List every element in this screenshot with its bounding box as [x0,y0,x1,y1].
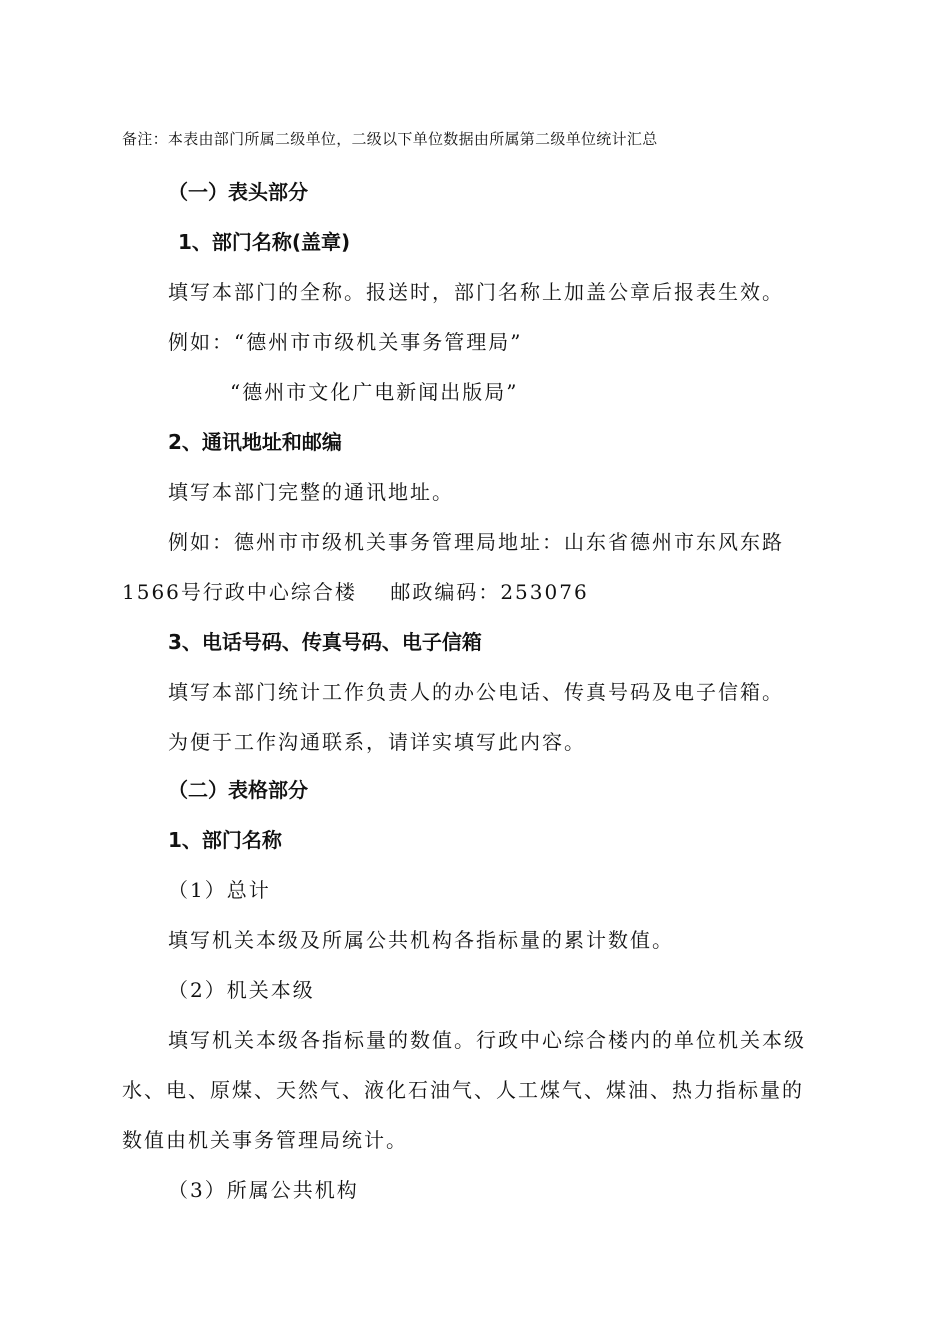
paragraph-department-name: 填写本部门的全称。报送时，部门名称上加盖公章后报表生效。 [168,280,784,304]
remark-note: 备注：本表由部门所属二级单位，二级以下单位数据由所属第二级单位统计汇总 [122,130,658,148]
sub-heading-total: （1）总计 [168,878,271,902]
paragraph-total: 填写机关本级及所属公共机构各指标量的累计数值。 [168,928,674,952]
paragraph-agency-level-2: 水、电、原煤、天然气、液化石油气、人工煤气、煤油、热力指标量的 [122,1078,804,1102]
item-heading-department-name: 1、部门名称(盖章) [178,230,351,254]
section-heading-table-part: （二）表格部分 [168,778,308,802]
section-heading-header-part: （一）表头部分 [168,180,308,204]
paragraph-agency-level-3: 数值由机关事务管理局统计。 [122,1128,408,1152]
sub-heading-agency-level: （2）机关本级 [168,978,315,1002]
item-heading-address: 2、通讯地址和邮编 [168,430,342,454]
example-department-1: 例如：“德州市市级机关事务管理局” [168,330,523,354]
item-heading-table-department: 1、部门名称 [168,828,282,852]
paragraph-address: 填写本部门完整的通讯地址。 [168,480,454,504]
example-address-line2: 1566号行政中心综合楼 邮政编码：253076 [122,580,589,604]
example-department-2: “德州市文化广电新闻出版局” [230,380,519,404]
paragraph-contact-2: 为便于工作沟通联系，请详实填写此内容。 [168,730,586,754]
paragraph-agency-level-1: 填写机关本级各指标量的数值。行政中心综合楼内的单位机关本级 [168,1028,806,1052]
paragraph-contact-1: 填写本部门统计工作负责人的办公电话、传真号码及电子信箱。 [168,680,784,704]
item-heading-contact: 3、电话号码、传真号码、电子信箱 [168,630,482,654]
sub-heading-public-institutions: （3）所属公共机构 [168,1178,359,1202]
example-address-line1: 例如：德州市市级机关事务管理局地址：山东省德州市东风东路 [168,530,784,554]
